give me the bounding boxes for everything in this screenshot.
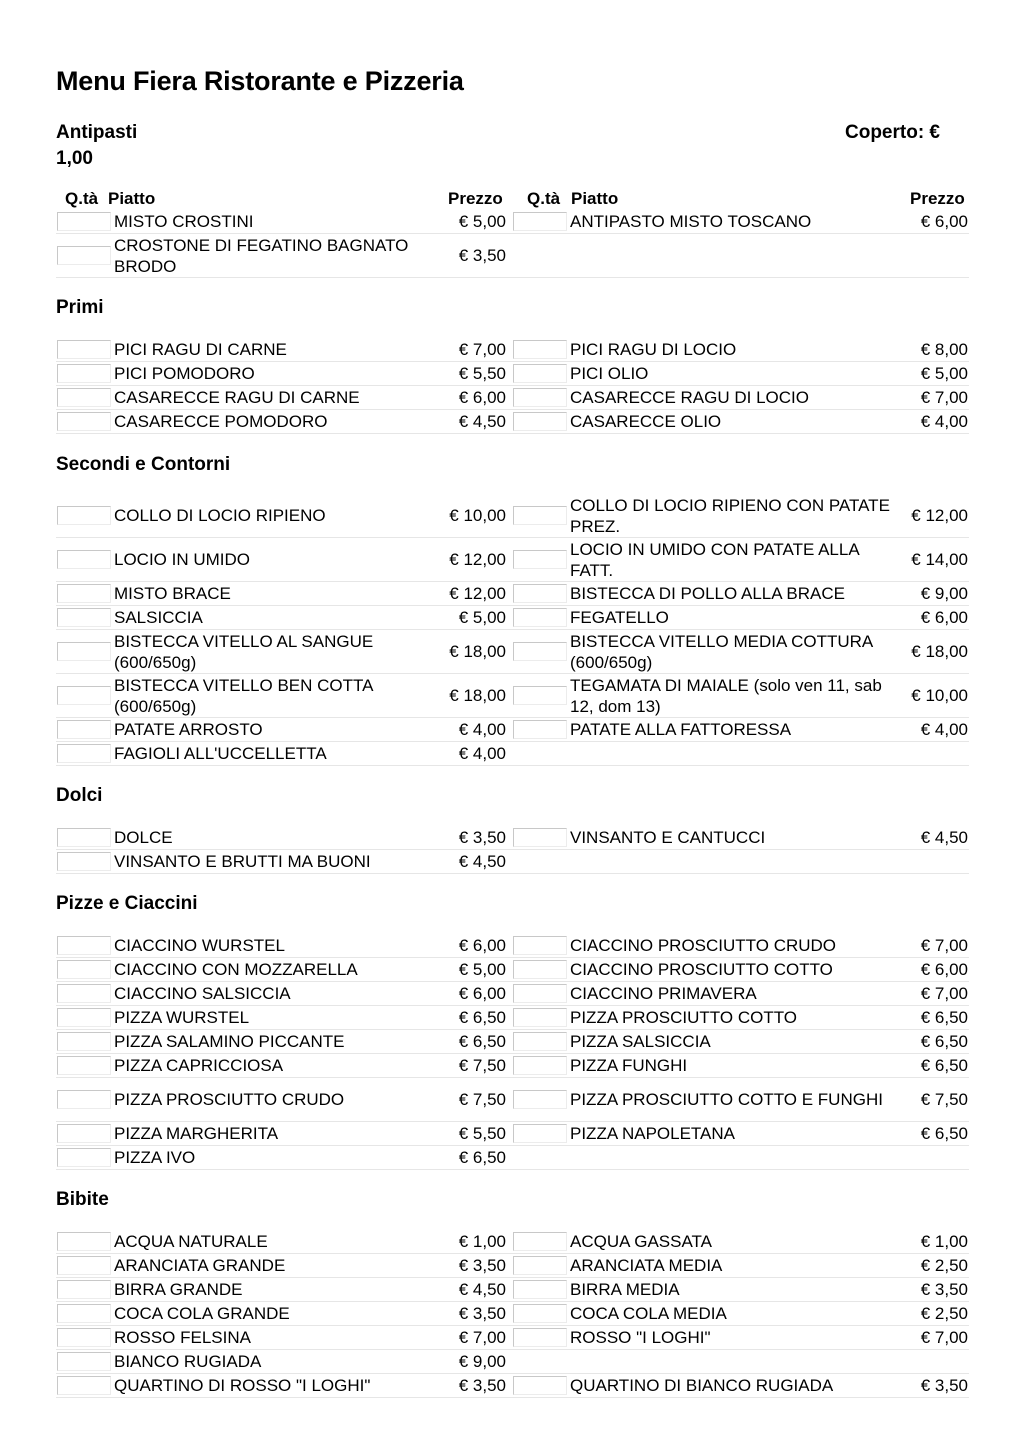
dish-price: € 6,00 <box>458 984 506 1003</box>
menu-item <box>512 958 969 982</box>
dish-price: € 8,00 <box>920 340 968 359</box>
dish-name: FAGIOLI ALL'UCCELLETTA <box>114 744 327 763</box>
dish-name: BISTECCA VITELLO AL SANGUE (600/650g) <box>114 631 374 672</box>
dish-price: € 14,00 <box>911 550 968 569</box>
quantity-input[interactable] <box>513 388 567 407</box>
menu-item <box>512 582 969 606</box>
quantity-input[interactable] <box>513 936 567 955</box>
menu-item <box>512 1006 969 1030</box>
dish-name: ARANCIATA MEDIA <box>570 1256 723 1275</box>
dish-price: € 1,00 <box>458 1232 506 1251</box>
quantity-input[interactable] <box>57 608 111 627</box>
dish-name: LOCIO IN UMIDO <box>114 550 251 569</box>
menu-item <box>56 234 512 278</box>
dish-price: € 6,50 <box>458 1008 506 1027</box>
dish-price: € 3,50 <box>920 1376 968 1395</box>
dish-price: € 1,00 <box>920 1232 968 1251</box>
quantity-input[interactable] <box>57 364 111 383</box>
quantity-input[interactable] <box>513 550 567 569</box>
dish-name: DOLCE <box>114 828 173 847</box>
dish-price: € 7,00 <box>458 1328 506 1347</box>
menu-item <box>56 606 512 630</box>
quantity-input[interactable] <box>57 412 111 431</box>
dish-name: ANTIPASTO MISTO TOSCANO <box>570 212 812 231</box>
menu-item <box>56 582 512 606</box>
quantity-input[interactable] <box>513 720 567 739</box>
menu-item <box>512 982 969 1006</box>
dish-name: PIZZA FUNGHI <box>570 1056 688 1075</box>
dish-name: PATATE ARROSTO <box>114 720 263 739</box>
dish-name: ROSSO FELSINA <box>114 1328 251 1347</box>
dish-name: BIRRA GRANDE <box>114 1280 243 1299</box>
dish-name: COCA COLA GRANDE <box>114 1304 290 1323</box>
dish-name: COLLO DI LOCIO RIPIENO CON PATATE PREZ. <box>570 495 890 536</box>
dish-price: € 7,00 <box>920 984 968 1003</box>
quantity-input[interactable] <box>57 550 111 569</box>
dish-name: CIACCINO PROSCIUTTO CRUDO <box>570 936 837 955</box>
section-title: Pizze e Ciaccini <box>56 893 198 914</box>
menu-item <box>512 934 969 958</box>
quantity-input[interactable] <box>57 388 111 407</box>
dish-name: CIACCINO PRIMAVERA <box>570 984 757 1003</box>
dish-price: € 5,00 <box>458 960 506 979</box>
dish-name: ACQUA GASSATA <box>570 1232 713 1251</box>
quantity-input[interactable] <box>513 1008 567 1027</box>
menu-item <box>56 1122 512 1146</box>
quantity-input[interactable] <box>513 1032 567 1051</box>
menu-item <box>56 1374 512 1398</box>
menu-item <box>512 410 969 434</box>
dish-price: € 6,00 <box>458 388 506 407</box>
dish-price: € 3,50 <box>458 1304 506 1323</box>
dish-price: € 18,00 <box>911 642 968 661</box>
menu-item <box>512 1374 969 1398</box>
quantity-input[interactable] <box>57 1056 111 1075</box>
menu-item <box>56 850 512 874</box>
quantity-input[interactable] <box>57 1008 111 1027</box>
menu-item <box>512 630 969 674</box>
dish-name: MISTO BRACE <box>114 584 231 603</box>
menu-item <box>512 674 969 718</box>
dish-price: € 7,50 <box>920 1090 968 1109</box>
menu-item <box>56 386 512 410</box>
quantity-input[interactable] <box>57 828 111 847</box>
dish-name: CASARECCE RAGU DI CARNE <box>114 388 360 407</box>
quantity-input[interactable] <box>57 1232 111 1251</box>
dish-name: PIZZA WURSTEL <box>114 1008 250 1027</box>
dish-name: VINSANTO E CANTUCCI <box>570 828 766 847</box>
quantity-input[interactable] <box>513 340 567 359</box>
dish-price: € 4,00 <box>458 744 506 763</box>
menu-item <box>512 826 969 850</box>
dish-name: BIANCO RUGIADA <box>114 1352 262 1371</box>
menu-item <box>56 1230 512 1254</box>
quantity-input[interactable] <box>57 852 111 871</box>
quantity-input[interactable] <box>57 340 111 359</box>
dish-price: € 7,50 <box>458 1090 506 1109</box>
menu-table <box>56 494 969 766</box>
dish-name: CIACCINO PROSCIUTTO COTTO <box>570 960 833 979</box>
menu-item <box>56 1078 512 1122</box>
quantity-input[interactable] <box>513 584 567 603</box>
menu-item <box>512 1254 969 1278</box>
quantity-input[interactable] <box>513 506 567 525</box>
quantity-input[interactable] <box>57 212 111 231</box>
dish-price: € 4,00 <box>920 720 968 739</box>
dish-name: PIZZA PROSCIUTTO COTTO <box>570 1008 798 1027</box>
quantity-input[interactable] <box>513 1304 567 1323</box>
section-title: Secondi e Contorni <box>56 454 231 475</box>
dish-name: PIZZA IVO <box>114 1148 196 1167</box>
dish-price: € 5,50 <box>458 364 506 383</box>
section-title: Primi <box>56 297 104 318</box>
quantity-input[interactable] <box>57 1376 111 1395</box>
menu-item <box>512 718 969 742</box>
quantity-input[interactable] <box>513 960 567 979</box>
menu-item <box>56 958 512 982</box>
dish-name: BISTECCA VITELLO MEDIA COTTURA (600/650g) <box>570 631 873 672</box>
quantity-input[interactable] <box>513 1124 567 1143</box>
dish-price: € 3,50 <box>458 828 506 847</box>
dish-price: € 4,50 <box>458 852 506 871</box>
menu-item <box>512 538 969 582</box>
quantity-input[interactable] <box>57 1090 111 1109</box>
quantity-input[interactable] <box>513 642 567 661</box>
dish-price: € 10,00 <box>449 506 506 525</box>
dish-price: € 6,50 <box>920 1056 968 1075</box>
quantity-input[interactable] <box>57 744 111 763</box>
dish-price: € 12,00 <box>449 584 506 603</box>
dish-price: € 6,00 <box>458 936 506 955</box>
dish-name: PICI RAGU DI CARNE <box>114 340 287 359</box>
dish-name: PATATE ALLA FATTORESSA <box>570 720 792 739</box>
dish-price: € 12,00 <box>911 506 968 525</box>
dish-price: € 7,00 <box>920 1328 968 1347</box>
menu-item <box>56 742 512 766</box>
menu-item <box>56 1030 512 1054</box>
menu-table <box>56 210 969 278</box>
dish-price: € 7,00 <box>458 340 506 359</box>
quantity-input[interactable] <box>513 412 567 431</box>
quantity-input[interactable] <box>57 1148 111 1167</box>
menu-item <box>56 1302 512 1326</box>
dish-name: PICI OLIO <box>570 364 649 383</box>
dish-price: € 18,00 <box>449 686 506 705</box>
quantity-input[interactable] <box>57 960 111 979</box>
dish-name: PIZZA NAPOLETANA <box>570 1124 736 1143</box>
dish-price: € 6,50 <box>920 1124 968 1143</box>
quantity-input[interactable] <box>513 686 567 705</box>
empty-cell <box>512 1350 969 1374</box>
quantity-input[interactable] <box>513 212 567 231</box>
section-title: Dolci <box>56 785 103 806</box>
menu-item <box>56 362 512 386</box>
dish-name: CASARECCE POMODORO <box>114 412 328 431</box>
dish-name: PICI POMODORO <box>114 364 255 383</box>
dish-price: € 2,50 <box>920 1256 968 1275</box>
quantity-input[interactable] <box>513 364 567 383</box>
dish-name: PICI RAGU DI LOCIO <box>570 340 737 359</box>
antipasti-heading: Antipasti <box>56 122 138 143</box>
dish-name: BISTECCA VITELLO BEN COTTA (600/650g) <box>114 675 373 716</box>
dish-name: PIZZA SALAMINO PICCANTE <box>114 1032 345 1051</box>
dish-name: CASARECCE RAGU DI LOCIO <box>570 388 809 407</box>
dish-name: ARANCIATA GRANDE <box>114 1256 286 1275</box>
qty-column-header-right: Q.tà <box>527 189 561 208</box>
menu-item <box>512 1078 969 1122</box>
quantity-input[interactable] <box>57 936 111 955</box>
dish-price: € 6,00 <box>920 212 968 231</box>
menu-item <box>56 1326 512 1350</box>
dish-price: € 6,50 <box>920 1008 968 1027</box>
dish-name: CIACCINO CON MOZZARELLA <box>114 960 358 979</box>
quantity-input[interactable] <box>513 1232 567 1251</box>
menu-item <box>512 386 969 410</box>
dish-price: € 3,50 <box>458 1376 506 1395</box>
dish-price: € 3,50 <box>920 1280 968 1299</box>
quantity-input[interactable] <box>513 984 567 1003</box>
coperto-label: Coperto: € <box>845 122 940 143</box>
price-column-header: Prezzo <box>448 189 503 208</box>
quantity-input[interactable] <box>513 1376 567 1395</box>
dish-name: SALSICCIA <box>114 608 203 627</box>
dish-price: € 4,50 <box>458 1280 506 1299</box>
dish-name: BISTECCA DI POLLO ALLA BRACE <box>570 584 845 603</box>
dish-price: € 4,00 <box>458 720 506 739</box>
menu-item <box>56 1006 512 1030</box>
dish-price: € 9,00 <box>920 584 968 603</box>
quantity-input[interactable] <box>513 1256 567 1275</box>
quantity-input[interactable] <box>57 984 111 1003</box>
empty-cell <box>512 742 969 766</box>
dish-price: € 5,00 <box>458 608 506 627</box>
dish-price: € 5,50 <box>458 1124 506 1143</box>
dish-name: CASARECCE OLIO <box>570 412 722 431</box>
empty-cell <box>512 234 969 278</box>
dish-price: € 2,50 <box>920 1304 968 1323</box>
dish-name: QUARTINO DI BIANCO RUGIADA <box>570 1376 834 1395</box>
dish-price: € 4,50 <box>458 412 506 431</box>
dish-name: FEGATELLO <box>570 608 669 627</box>
menu-item <box>56 538 512 582</box>
dish-column-header-right: Piatto <box>571 189 619 208</box>
qty-column-header: Q.tà <box>65 189 99 208</box>
quantity-input[interactable] <box>513 1090 567 1109</box>
menu-item <box>56 630 512 674</box>
menu-item <box>56 674 512 718</box>
menu-table <box>56 1230 969 1398</box>
dish-price: € 5,00 <box>920 364 968 383</box>
quantity-input[interactable] <box>57 1280 111 1299</box>
dish-name: LOCIO IN UMIDO CON PATATE ALLA FATT. <box>570 539 859 580</box>
quantity-input[interactable] <box>57 1352 111 1371</box>
quantity-input[interactable] <box>57 506 111 525</box>
menu-item <box>512 362 969 386</box>
menu-item <box>512 606 969 630</box>
menu-item <box>512 1278 969 1302</box>
menu-item <box>512 1054 969 1078</box>
dish-name: CROSTONE DI FEGATINO BAGNATO BRODO <box>114 235 409 276</box>
section-title: Bibite <box>56 1189 109 1210</box>
menu-item <box>56 982 512 1006</box>
dish-name: VINSANTO E BRUTTI MA BUONI <box>114 852 371 871</box>
quantity-input[interactable] <box>57 1328 111 1347</box>
dish-price: € 4,00 <box>920 412 968 431</box>
quantity-input[interactable] <box>57 584 111 603</box>
menu-table <box>56 826 969 874</box>
coperto-value: 1,00 <box>56 148 93 169</box>
menu-item <box>56 826 512 850</box>
quantity-input[interactable] <box>57 1124 111 1143</box>
dish-price: € 7,50 <box>458 1056 506 1075</box>
dish-price: € 6,00 <box>920 960 968 979</box>
dish-price: € 3,50 <box>458 246 506 265</box>
quantity-input[interactable] <box>513 1056 567 1075</box>
empty-cell <box>512 850 969 874</box>
quantity-input[interactable] <box>57 686 111 705</box>
menu-item <box>512 1030 969 1054</box>
menu-item <box>512 1302 969 1326</box>
dish-price: € 7,00 <box>920 388 968 407</box>
menu-header <box>56 120 940 172</box>
menu-table <box>56 934 969 1170</box>
dish-name: CIACCINO WURSTEL <box>114 936 285 955</box>
dish-price: € 18,00 <box>449 642 506 661</box>
quantity-input[interactable] <box>513 1280 567 1299</box>
menu-item <box>56 1054 512 1078</box>
menu-item <box>512 210 969 234</box>
menu-item <box>56 410 512 434</box>
dish-name: PIZZA PROSCIUTTO COTTO E FUNGHI <box>570 1090 883 1109</box>
dish-price: € 6,50 <box>920 1032 968 1051</box>
menu-item <box>512 1326 969 1350</box>
dish-name: QUARTINO DI ROSSO "I LOGHI" <box>114 1376 371 1395</box>
dish-price: € 6,50 <box>458 1032 506 1051</box>
quantity-input[interactable] <box>513 1328 567 1347</box>
quantity-input[interactable] <box>513 608 567 627</box>
menu-table <box>56 338 969 434</box>
dish-price: € 6,00 <box>920 608 968 627</box>
quantity-input[interactable] <box>57 720 111 739</box>
page-title: Menu Fiera Ristorante e Pizzeria <box>56 66 464 96</box>
menu-item <box>56 494 512 538</box>
dish-name: BIRRA MEDIA <box>570 1280 680 1299</box>
menu-item <box>512 338 969 362</box>
menu-item <box>512 1122 969 1146</box>
dish-column-header: Piatto <box>108 189 156 208</box>
menu-item <box>512 494 969 538</box>
empty-cell <box>512 1146 969 1170</box>
dish-price: € 4,50 <box>920 828 968 847</box>
dish-name: PIZZA SALSICCIA <box>570 1032 711 1051</box>
dish-name: CIACCINO SALSICCIA <box>114 984 291 1003</box>
menu-item <box>56 934 512 958</box>
quantity-input[interactable] <box>57 1032 111 1051</box>
dish-name: ACQUA NATURALE <box>114 1232 268 1251</box>
quantity-input[interactable] <box>513 828 567 847</box>
dish-price: € 9,00 <box>458 1352 506 1371</box>
dish-name: TEGAMATA DI MAIALE (solo ven 11, sab 12, dom 13) <box>570 675 882 716</box>
menu-item <box>56 338 512 362</box>
menu-item <box>56 1350 512 1374</box>
dish-name: PIZZA PROSCIUTTO CRUDO <box>114 1090 345 1109</box>
dish-name: COLLO DI LOCIO RIPIENO <box>114 506 326 525</box>
dish-name: ROSSO "I LOGHI" <box>570 1328 711 1347</box>
menu-item <box>56 1254 512 1278</box>
dish-price: € 6,50 <box>458 1148 506 1167</box>
dish-name: PIZZA CAPRICCIOSA <box>114 1056 284 1075</box>
dish-price: € 7,00 <box>920 936 968 955</box>
dish-price: € 10,00 <box>911 686 968 705</box>
menu-item <box>56 210 512 234</box>
quantity-input[interactable] <box>57 246 111 265</box>
quantity-input[interactable] <box>57 1304 111 1323</box>
quantity-input[interactable] <box>57 642 111 661</box>
dish-name: PIZZA MARGHERITA <box>114 1124 279 1143</box>
dish-name: MISTO CROSTINI <box>114 212 254 231</box>
menu-item <box>56 1278 512 1302</box>
dish-name: COCA COLA MEDIA <box>570 1304 727 1323</box>
menu-item <box>512 1230 969 1254</box>
dish-price: € 3,50 <box>458 1256 506 1275</box>
dish-price: € 12,00 <box>449 550 506 569</box>
price-column-header-right: Prezzo <box>910 189 965 208</box>
quantity-input[interactable] <box>57 1256 111 1275</box>
dish-price: € 5,00 <box>458 212 506 231</box>
menu-item <box>56 718 512 742</box>
menu-item <box>56 1146 512 1170</box>
